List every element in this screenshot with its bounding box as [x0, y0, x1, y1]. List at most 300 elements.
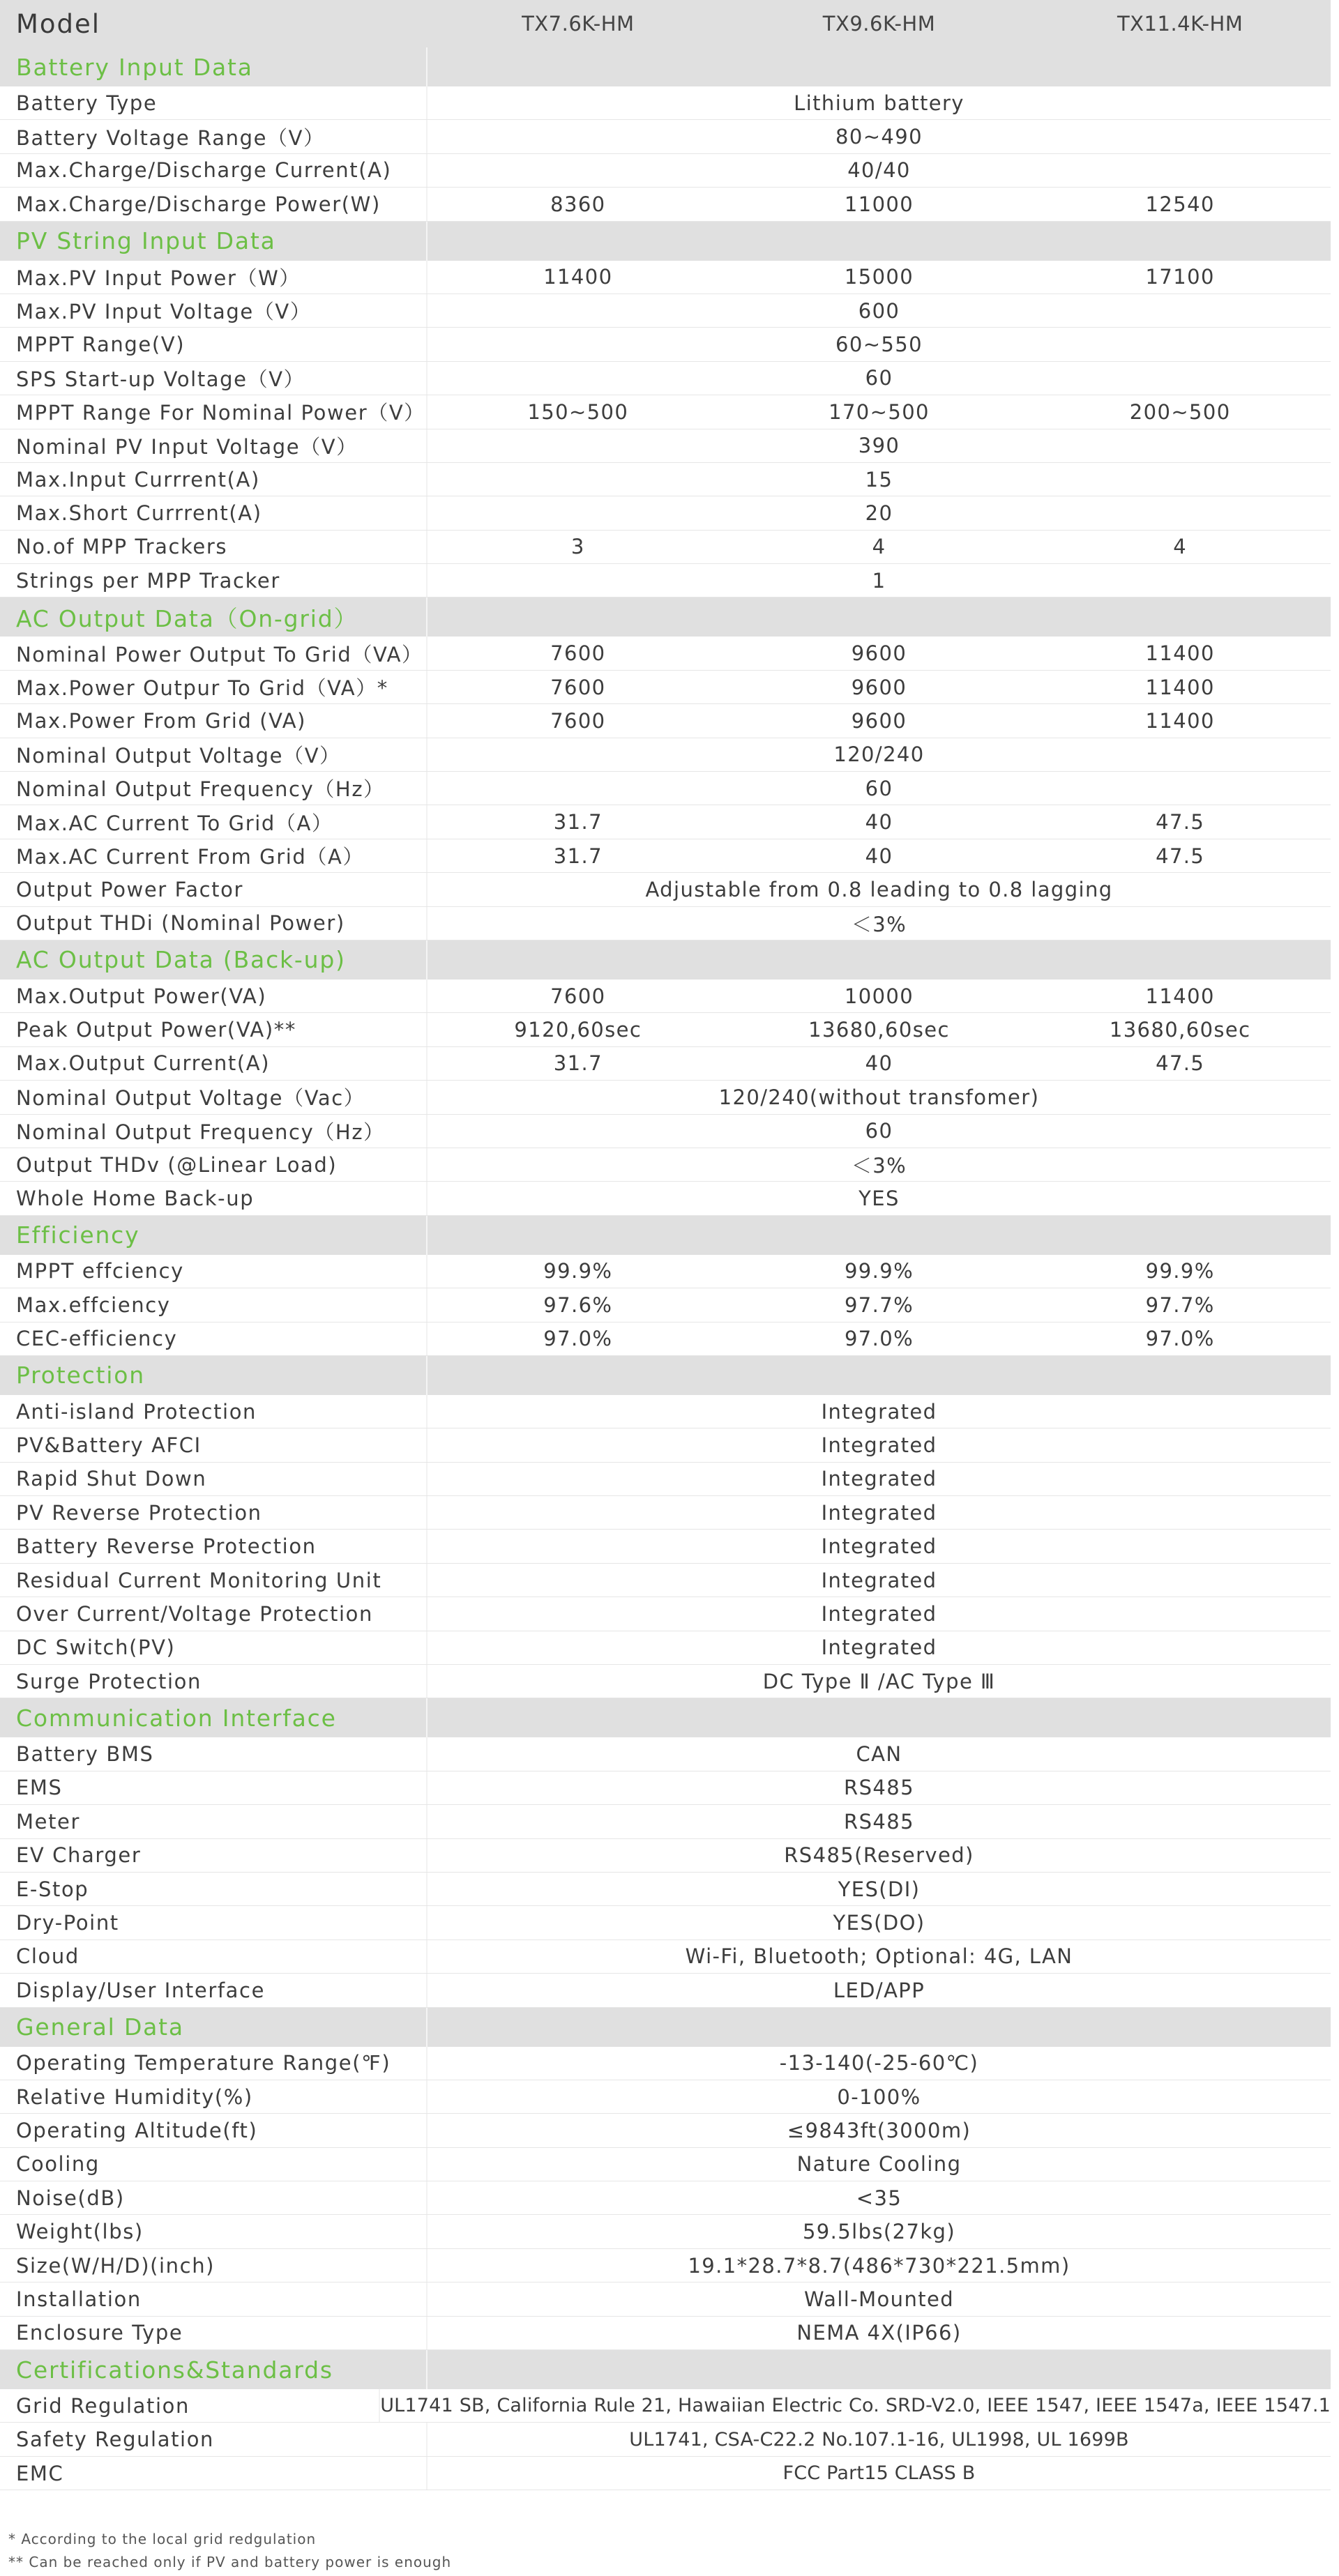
spec-row [0, 671, 1331, 704]
spec-label: EMS [0, 1771, 428, 1804]
spec-values [428, 2181, 1331, 2214]
spec-value-all-models: DC Type Ⅱ /AC Type Ⅲ [762, 1669, 996, 1693]
spec-row [0, 1496, 1331, 1530]
spec-label: Rapid Shut Down [0, 1463, 428, 1495]
spec-row [0, 907, 1331, 940]
spec-row [0, 1182, 1331, 1215]
spec-value-all-models: UL1741 SB, California Rule 21, Hawaiian Electric Co. SRD-V2.0, IEEE 1547, IEEE 1547a, IEEE 1547.1 [380, 2395, 1331, 2417]
spec-label: Safety Regulation [0, 2423, 428, 2455]
spec-value-all-models: 600 [858, 298, 900, 323]
spec-label: MPPT effciency [0, 1255, 428, 1288]
spec-values [380, 2389, 1331, 2422]
spec-values [428, 805, 1331, 838]
spec-row [0, 1013, 1331, 1046]
spec-label: Nominal Output Voltage（Vac） [0, 1081, 428, 1113]
spec-values [428, 2423, 1331, 2455]
section-title: AC Output Data (Back-up) [0, 940, 428, 980]
spec-row [0, 1974, 1331, 2007]
spec-row [0, 1771, 1331, 1805]
spec-label: Strings per MPP Tracker [0, 564, 428, 597]
spec-values [428, 429, 1331, 462]
spec-value-all-models: Wall-Mounted [803, 2287, 955, 2311]
spec-values [428, 1906, 1331, 1939]
spec-row [0, 637, 1331, 670]
spec-value-all-models: -13-140(-25-60℃) [779, 2051, 979, 2075]
spec-value: 9600 [851, 675, 907, 699]
footnote: * According to the local grid redgulation [8, 2531, 317, 2547]
spec-row [0, 1805, 1331, 1838]
spec-label: Max.Input Currrent(A) [0, 463, 428, 496]
spec-label: Enclosure Type [0, 2317, 428, 2349]
section-header-fill [428, 2008, 1331, 2047]
spec-values [428, 907, 1331, 940]
spec-values [428, 2148, 1331, 2181]
spec-row [0, 1395, 1331, 1428]
spec-row [0, 2282, 1331, 2316]
spec-value-all-models: YES(DI) [838, 1877, 921, 1901]
spec-values [428, 637, 1331, 669]
spec-value: 7600 [550, 708, 606, 733]
spec-row [0, 2080, 1331, 2114]
spec-value-all-models: YES [858, 1187, 900, 1211]
spec-value: 47.5 [1156, 810, 1205, 834]
spec-label: Max.Charge/Discharge Current(A) [0, 154, 428, 187]
spec-value-all-models: 19.1*28.7*8.7(486*730*221.5mm) [688, 2253, 1071, 2278]
spec-value: 4 [1173, 535, 1188, 559]
spec-values [428, 2047, 1331, 2080]
spec-value: 99.9% [1145, 1259, 1215, 1283]
spec-label: Max.AC Current To Grid（A） [0, 805, 428, 838]
spec-label: Max.PV Input Power（W） [0, 261, 428, 294]
spec-value: 4 [872, 535, 886, 559]
model-names [428, 0, 1331, 47]
spec-row [0, 1081, 1331, 1114]
spec-label: MPPT Range For Nominal Power（V） [0, 395, 428, 428]
spec-values [428, 1564, 1331, 1596]
spec-label: Max.AC Current From Grid（A） [0, 839, 428, 872]
spec-label: Dry-Point [0, 1906, 428, 1939]
spec-label: Size(W/H/D)(inch) [0, 2249, 428, 2282]
spec-value-all-models: LED/APP [833, 1978, 925, 2002]
spec-values [428, 1013, 1331, 1046]
spec-values [428, 1428, 1331, 1461]
section-title: Certifications&Standards [0, 2350, 428, 2389]
section-title: Efficiency [0, 1216, 428, 1255]
spec-label: DC Switch(PV) [0, 1631, 428, 1664]
spec-row [0, 1148, 1331, 1182]
spec-row [0, 1115, 1331, 1148]
spec-values [428, 1182, 1331, 1214]
spec-row [0, 496, 1331, 530]
section-header-fill [428, 1698, 1331, 1737]
spec-value-all-models: Integrated [821, 1433, 937, 1457]
spec-value-all-models: 59.5lbs(27kg) [802, 2220, 956, 2244]
spec-values [428, 120, 1331, 153]
spec-values [428, 1081, 1331, 1113]
section-header-fill [428, 1216, 1331, 1255]
spec-values [428, 2114, 1331, 2147]
spec-value: 31.7 [553, 1051, 603, 1076]
spec-values [428, 2317, 1331, 2349]
spec-row [0, 2423, 1331, 2456]
spec-value: 8360 [550, 192, 606, 216]
spec-label: Battery Voltage Range（V） [0, 120, 428, 153]
spec-row [0, 86, 1331, 120]
spec-row [0, 2181, 1331, 2215]
spec-values [428, 328, 1331, 360]
spec-label: Operating Altitude(ft) [0, 2114, 428, 2147]
spec-row [0, 395, 1331, 429]
spec-values [428, 463, 1331, 496]
spec-label: Nominal PV Input Voltage（V） [0, 429, 428, 462]
spec-label: CEC-efficiency [0, 1323, 428, 1355]
spec-values [428, 1737, 1331, 1770]
spec-label: MPPT Range(V) [0, 328, 428, 360]
spec-value-all-models: 120/240(without transfomer) [718, 1085, 1040, 1109]
spec-value: 17100 [1145, 265, 1215, 289]
spec-values [428, 772, 1331, 805]
spec-value: 15000 [844, 265, 914, 289]
spec-row [0, 1940, 1331, 1974]
spec-values [428, 2457, 1331, 2490]
spec-value-all-models: Nature Cooling [796, 2152, 962, 2177]
spec-value: 9600 [851, 641, 907, 666]
spec-label: Output THDv (@Linear Load) [0, 1148, 428, 1181]
spec-label: Cloud [0, 1940, 428, 1973]
spec-row [0, 1323, 1331, 1356]
spec-row [0, 1906, 1331, 1939]
spec-value: 99.9% [543, 1259, 613, 1283]
spec-value: 40 [865, 1051, 893, 1076]
spec-value-all-models: Integrated [821, 1399, 937, 1424]
spec-row [0, 2389, 1331, 2423]
spec-values [428, 86, 1331, 119]
section-header-fill [428, 940, 1331, 980]
spec-values [428, 2282, 1331, 2315]
spec-label: EV Charger [0, 1839, 428, 1872]
spec-label: Max.PV Input Voltage（V） [0, 294, 428, 327]
spec-label: Nominal Power Output To Grid（VA） [0, 637, 428, 669]
spec-value: 9120,60sec [514, 1018, 642, 1042]
spec-values [428, 1463, 1331, 1495]
spec-values [428, 1873, 1331, 1905]
spec-label: Over Current/Voltage Protection [0, 1597, 428, 1630]
spec-values [428, 671, 1331, 703]
spec-value-all-models: 60~550 [835, 333, 923, 357]
spec-label: Output Power Factor [0, 873, 428, 906]
spec-values [428, 1288, 1331, 1321]
spec-values [428, 2249, 1331, 2282]
spec-value: 11400 [1145, 984, 1215, 1008]
spec-row [0, 1631, 1331, 1665]
footnote: ** Can be reached only if PV and battery power is enough [8, 2554, 452, 2570]
spec-value-all-models: Integrated [821, 1636, 937, 1660]
spec-values [428, 1940, 1331, 1973]
spec-values [428, 839, 1331, 872]
spec-label: Whole Home Back-up [0, 1182, 428, 1214]
spec-label: E-Stop [0, 1873, 428, 1905]
spec-values [428, 1255, 1331, 1288]
spec-label: Max.Charge/Discharge Power(W) [0, 188, 428, 220]
spec-value: 7600 [550, 984, 606, 1008]
spec-label: Cooling [0, 2148, 428, 2181]
spec-value: 47.5 [1156, 1051, 1205, 1076]
spec-values [428, 2080, 1331, 2113]
spec-row [0, 1597, 1331, 1631]
spec-values [428, 362, 1331, 395]
spec-value: 3 [570, 535, 585, 559]
spec-value: 7600 [550, 675, 606, 699]
spec-values [428, 1148, 1331, 1181]
spec-value: 9600 [851, 708, 907, 733]
spec-label: SPS Start-up Voltage（V） [0, 362, 428, 395]
section-title: PV String Input Data [0, 222, 428, 261]
section-header-fill [428, 2350, 1331, 2389]
spec-row [0, 738, 1331, 772]
spec-label: Max.Short Currrent(A) [0, 496, 428, 529]
spec-row [0, 2114, 1331, 2147]
section-header [0, 597, 1331, 637]
spec-row [0, 1530, 1331, 1563]
spec-label: Relative Humidity(%) [0, 2080, 428, 2113]
spec-label: PV Reverse Protection [0, 1496, 428, 1529]
spec-row [0, 1665, 1331, 1698]
spec-label: Max.Power Outpur To Grid（VA）* [0, 671, 428, 703]
spec-values [428, 395, 1331, 428]
section-header [0, 2008, 1331, 2047]
spec-value-all-models: Integrated [821, 1534, 937, 1559]
spec-value: 11400 [543, 265, 613, 289]
spec-value: 150~500 [527, 399, 629, 424]
footnotes [8, 2528, 451, 2574]
spec-label: EMC [0, 2457, 428, 2490]
spec-value: 11400 [1145, 675, 1215, 699]
spec-value-all-models: NEMA 4X(IP66) [796, 2321, 962, 2345]
spec-label: Weight(lbs) [0, 2215, 428, 2248]
spec-label: PV&Battery AFCI [0, 1428, 428, 1461]
spec-value: 99.9% [844, 1259, 914, 1283]
spec-value-all-models: 60 [865, 1119, 893, 1143]
model-label: Model [16, 8, 101, 39]
spec-value: 31.7 [553, 844, 603, 868]
section-header [0, 1356, 1331, 1395]
spec-row [0, 772, 1331, 805]
spec-row [0, 2215, 1331, 2248]
spec-row [0, 1839, 1331, 1873]
spec-label: Max.effciency [0, 1288, 428, 1321]
spec-value-all-models: 60 [865, 776, 893, 800]
spec-row [0, 531, 1331, 564]
spec-value: 97.7% [844, 1293, 914, 1317]
spec-label: Noise(dB) [0, 2181, 428, 2214]
spec-row [0, 1428, 1331, 1462]
spec-value-all-models: ＜3% [851, 912, 907, 936]
spec-label: Peak Output Power(VA)** [0, 1013, 428, 1046]
section-header-fill [428, 597, 1331, 637]
spec-value: 47.5 [1156, 844, 1205, 868]
spec-label: Nominal Output Voltage（V） [0, 738, 428, 771]
spec-value: 13680,60sec [808, 1018, 950, 1042]
spec-row [0, 805, 1331, 839]
spec-row [0, 294, 1331, 328]
spec-row [0, 328, 1331, 361]
spec-row [0, 120, 1331, 153]
spec-value-all-models: 20 [865, 501, 893, 525]
spec-value-all-models: 80~490 [835, 125, 923, 149]
spec-label: Battery Type [0, 86, 428, 119]
section-title: General Data [0, 2008, 428, 2047]
spec-row [0, 839, 1331, 873]
spec-row [0, 1255, 1331, 1288]
spec-value: 97.0% [543, 1327, 613, 1351]
model-name: TX9.6K-HM [822, 12, 936, 36]
spec-value: 97.7% [1145, 1293, 1215, 1317]
spec-label: Residual Current Monitoring Unit [0, 1564, 428, 1596]
spec-values [428, 564, 1331, 597]
spec-values [428, 1395, 1331, 1428]
section-title: Communication Interface [0, 1698, 428, 1737]
model-name: TX11.4K-HM [1117, 12, 1243, 36]
spec-values [428, 154, 1331, 187]
spec-row [0, 1047, 1331, 1081]
spec-row [0, 1873, 1331, 1906]
spec-value-all-models: Integrated [821, 1500, 937, 1525]
spec-values [428, 261, 1331, 294]
spec-value-all-models: 1 [872, 568, 886, 593]
spec-value-all-models: Integrated [821, 1467, 937, 1491]
spec-value: 97.0% [844, 1327, 914, 1351]
spec-value: 10000 [844, 984, 914, 1008]
spec-value-all-models: FCC Part15 CLASS B [782, 2462, 976, 2485]
spec-label: Operating Temperature Range(℉) [0, 2047, 428, 2080]
spec-value: 40 [865, 844, 893, 868]
spec-value-all-models: 0-100% [837, 2085, 921, 2109]
section-header [0, 47, 1331, 86]
spec-value-all-models: RS485(Reserved) [784, 1843, 974, 1868]
spec-row [0, 2457, 1331, 2490]
model-header-row [0, 0, 1331, 47]
spec-values [428, 1496, 1331, 1529]
spec-values [428, 1771, 1331, 1804]
spec-values [428, 1839, 1331, 1872]
spec-values [428, 531, 1331, 563]
spec-value-all-models: Integrated [821, 1601, 937, 1626]
section-header [0, 222, 1331, 261]
spec-value-all-models: 120/240 [833, 742, 925, 767]
spec-value-all-models: ＜3% [851, 1154, 907, 1178]
spec-sections [0, 47, 1331, 2490]
spec-label: Battery Reverse Protection [0, 1530, 428, 1562]
spec-value-all-models: 15 [865, 467, 893, 491]
spec-value: 97.0% [1145, 1327, 1215, 1351]
spec-label: Max.Output Current(A) [0, 1047, 428, 1080]
spec-label: Anti-island Protection [0, 1395, 428, 1428]
spec-value-all-models: YES(DO) [833, 1911, 925, 1935]
spec-label: Meter [0, 1805, 428, 1838]
spec-label: Nominal Output Frequency（Hz） [0, 772, 428, 805]
spec-label: Grid Regulation [0, 2389, 380, 2422]
spec-value-all-models: RS485 [844, 1809, 914, 1834]
spec-label: Output THDi (Nominal Power) [0, 907, 428, 940]
spec-row [0, 2317, 1331, 2350]
spec-value-all-models: ≤9843ft(3000m) [787, 2119, 971, 2142]
spec-label: No.of MPP Trackers [0, 531, 428, 563]
spec-value-all-models: UL1741, CSA-C22.2 No.107.1-16, UL1998, UL 1699B [629, 2428, 1129, 2451]
spec-value-all-models: Adjustable from 0.8 leading to 0.8 lagging [645, 877, 1113, 901]
spec-value-all-models: Lithium battery [794, 91, 964, 115]
spec-value-all-models: 40/40 [847, 158, 911, 183]
spec-row [0, 1463, 1331, 1496]
spec-row [0, 261, 1331, 294]
spec-values [428, 1115, 1331, 1148]
spec-value: 200~500 [1129, 399, 1231, 424]
section-header-fill [428, 1356, 1331, 1395]
section-title: Battery Input Data [0, 47, 428, 86]
spec-row [0, 873, 1331, 906]
spec-value-all-models: 60 [865, 366, 893, 390]
spec-row [0, 463, 1331, 496]
section-header [0, 2350, 1331, 2389]
spec-values [428, 294, 1331, 327]
spec-value-all-models: <35 [856, 2186, 902, 2210]
section-header [0, 940, 1331, 980]
spec-value: 40 [865, 810, 893, 834]
spec-values [428, 2215, 1331, 2248]
spec-row [0, 980, 1331, 1013]
spec-row [0, 564, 1331, 597]
spec-value: 11000 [844, 192, 914, 216]
spec-values [428, 1974, 1331, 2006]
spec-values [428, 1597, 1331, 1630]
spec-values [428, 1805, 1331, 1838]
spec-value: 12540 [1145, 192, 1215, 216]
spec-row [0, 1564, 1331, 1597]
section-header [0, 1698, 1331, 1737]
spec-label: Display/User Interface [0, 1974, 428, 2006]
spec-value: 97.6% [543, 1293, 613, 1317]
spec-values [428, 704, 1331, 737]
spec-values [428, 188, 1331, 220]
spec-value: 11400 [1145, 708, 1215, 733]
spec-row [0, 429, 1331, 463]
section-header-fill [428, 222, 1331, 261]
model-name: TX7.6K-HM [522, 12, 635, 36]
spec-value: 11400 [1145, 641, 1215, 666]
spec-label: Surge Protection [0, 1665, 428, 1698]
spec-row [0, 1737, 1331, 1771]
spec-row [0, 704, 1331, 738]
spec-value: 7600 [550, 641, 606, 666]
spec-value-all-models: 390 [858, 434, 900, 458]
spec-value-all-models: Integrated [821, 1568, 937, 1592]
spec-values [428, 1047, 1331, 1080]
spec-row [0, 2249, 1331, 2282]
spec-values [428, 1665, 1331, 1698]
spec-values [428, 980, 1331, 1012]
spec-values [428, 738, 1331, 771]
spec-value: 13680,60sec [1109, 1018, 1251, 1042]
spec-row [0, 1288, 1331, 1322]
spec-row [0, 2047, 1331, 2080]
spec-values [428, 496, 1331, 529]
spec-values [428, 1323, 1331, 1355]
section-title: Protection [0, 1356, 428, 1395]
spec-values [428, 1530, 1331, 1562]
spec-value-all-models: RS485 [844, 1776, 914, 1800]
spec-label: Nominal Output Frequency（Hz） [0, 1115, 428, 1148]
spec-row [0, 2148, 1331, 2181]
spec-row [0, 154, 1331, 188]
